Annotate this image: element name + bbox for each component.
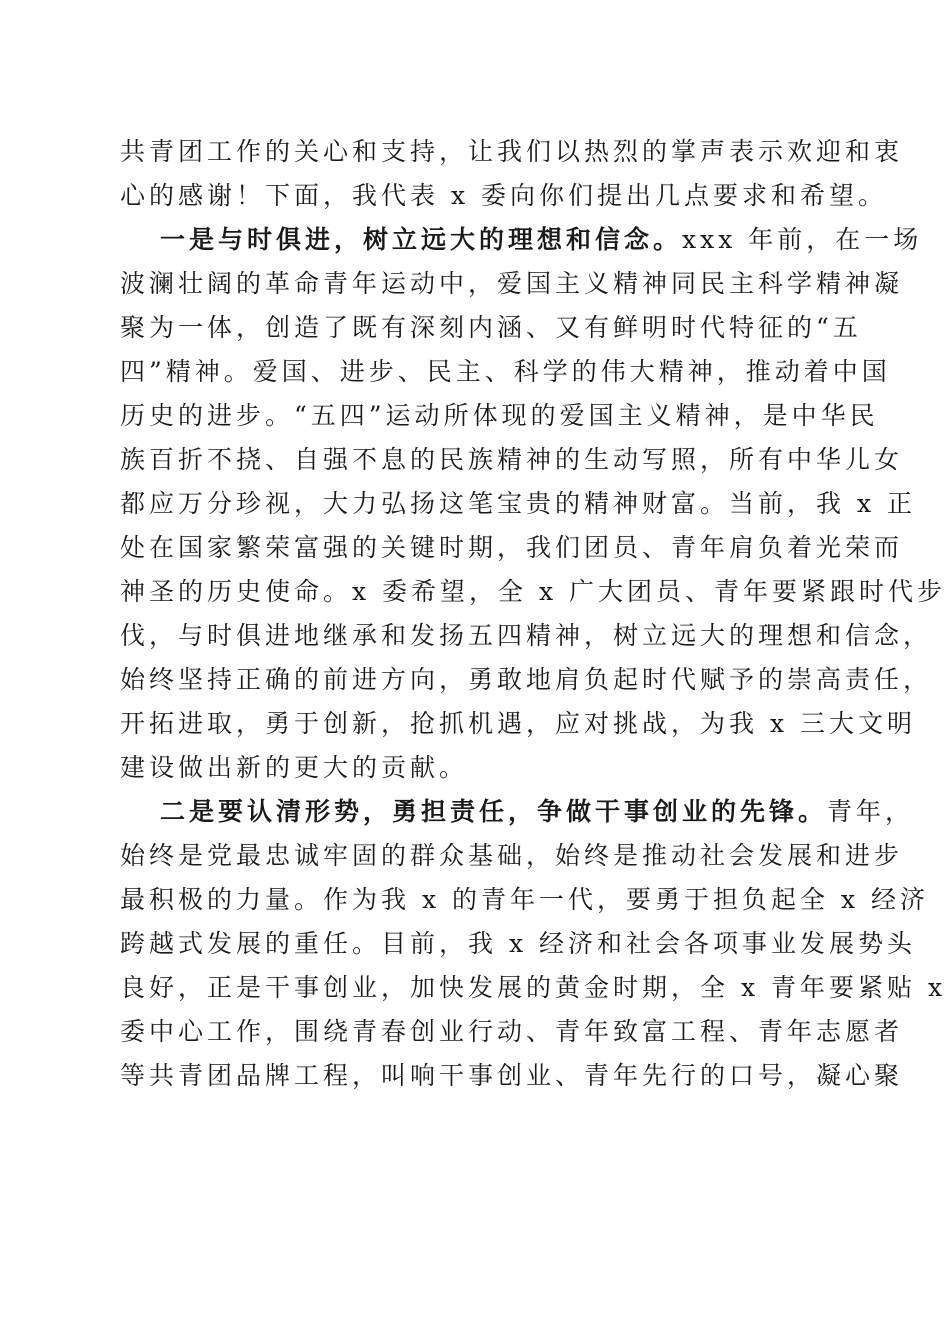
paragraph-1-line: 四”精神。爱国、进步、民主、科学的伟大精神，推动着中国 [120,357,891,386]
paragraph-1-line: 聚为一体，创造了既有深刻内涵、又有鲜明时代特征的“五 [120,313,862,342]
paragraph-1-first-line-rest: xxx 年前，在一场 [682,225,923,254]
paragraph-1-line: 始终坚持正确的前进方向，勇敢地肩负起时代赋予的崇高责任， [120,665,933,694]
paragraph-1-line: 神圣的历史使命。x 委希望，全 x 广大团员、青年要紧跟时代步 [120,577,947,606]
paragraph-2-first-line [120,790,915,834]
paragraph-2-line: 等共青团品牌工程，叫响干事创业、青年先行的口号，凝心聚 [120,1061,904,1090]
paragraph-1-heading: 一是与时俱进，树立远大的理想和信念。 [160,225,683,254]
intro-line-2: 心的感谢！下面，我代表 x 委向你们提出几点要求和希望。 [120,181,887,210]
paragraph-1-line: 都应万分珍视，大力弘扬这笔宝贵的精神财富。当前，我 x 正 [120,489,916,518]
paragraph-2-first-line-rest: 青年， [827,797,915,826]
paragraph-2-line: 良好，正是干事创业，加快发展的黄金时期，全 x 青年要紧贴 x [120,973,947,1002]
paragraph-1-line: 历史的进步。“五四”运动所体现的爱国主义精神，是中华民 [120,401,879,430]
paragraph-2-heading: 二是要认清形势，勇担责任，争做干事创业的先锋。 [160,797,828,826]
paragraph-1-line: 建设做出新的更大的贡献。 [120,753,469,782]
paragraph-2-line: 最积极的力量。作为我 x 的青年一代，要勇于担负起全 x 经济 [120,885,929,914]
paragraph-1-line: 伐，与时俱进地继承和发扬五四精神，树立远大的理想和信念， [120,621,933,650]
document-body [120,130,947,1098]
paragraph-1-first-line [120,218,923,262]
paragraph-1-line: 族百折不挠、自强不息的民族精神的生动写照，所有中华儿女 [120,445,904,474]
paragraph-2-line: 始终是党最忠诚牢固的群众基础，始终是推动社会发展和进步 [120,841,904,870]
paragraph-2-line: 委中心工作，围绕青春创业行动、青年致富工程、青年志愿者 [120,1017,904,1046]
paragraph-1-line: 波澜壮阔的革命青年运动中，爱国主义精神同民主科学精神凝 [120,269,904,298]
paragraph-2-line: 跨越式发展的重任。目前，我 x 经济和社会各项事业发展势头 [120,929,916,958]
paragraph-1-line: 处在国家繁荣富强的关键时期，我们团员、青年肩负着光荣而 [120,533,904,562]
intro-line-1: 共青团工作的关心和支持，让我们以热烈的掌声表示欢迎和衷 [120,137,904,166]
paragraph-1-line: 开拓进取，勇于创新，抢抓机遇，应对挑战，为我 x 三大文明 [120,709,916,738]
